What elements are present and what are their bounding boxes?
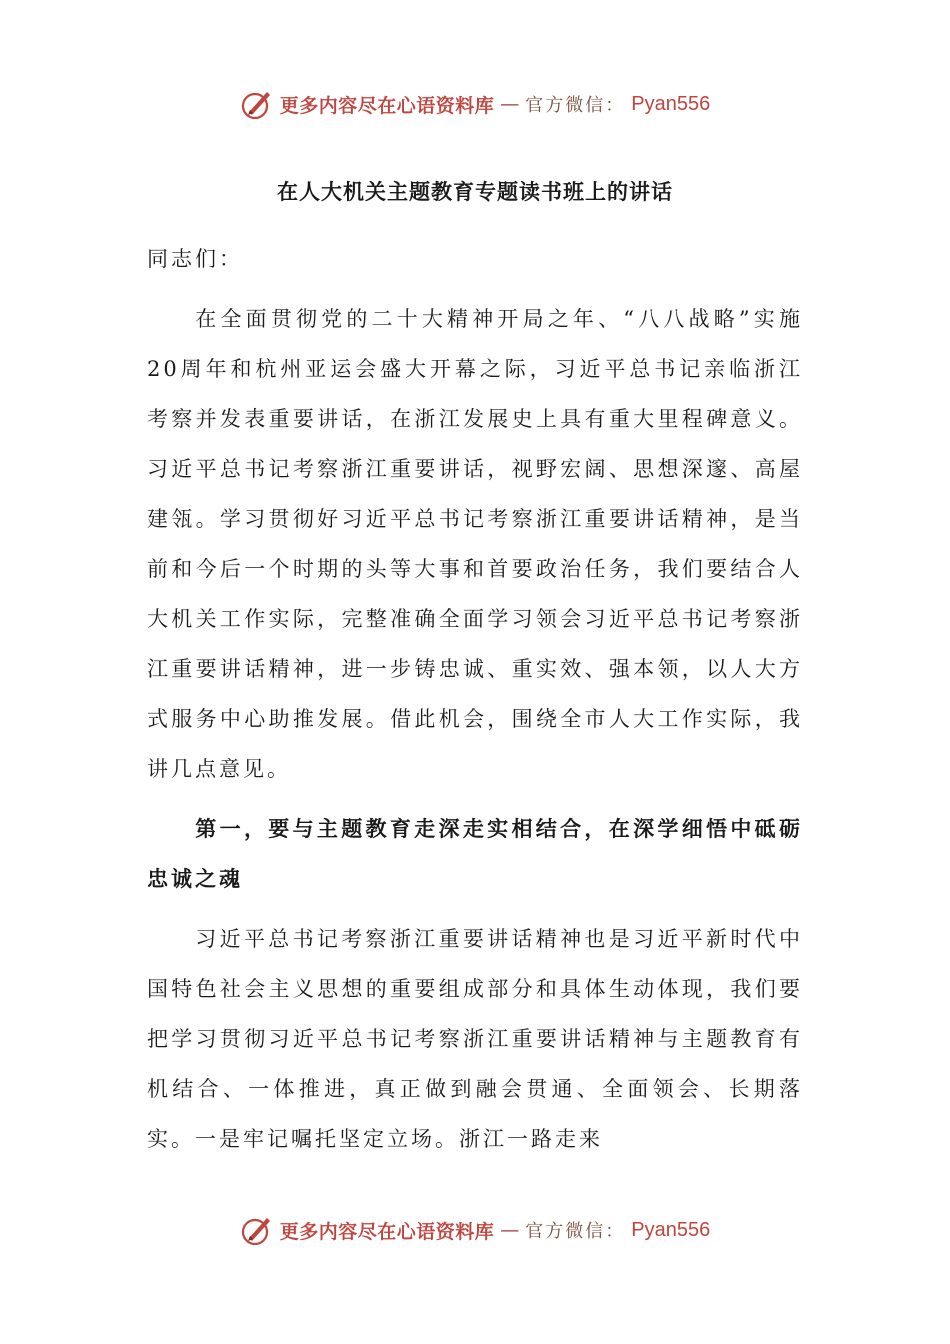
document-title: 在人大机关主题教育专题读书班上的讲话: [277, 179, 673, 204]
quill-logo-icon: [240, 1213, 274, 1247]
banner-wechat-label: 官方微信：: [525, 95, 626, 116]
banner-separator: —: [500, 1219, 520, 1241]
banner-text: 更多内容尽在心语资料库: [279, 1220, 495, 1243]
document-body: [147, 234, 803, 1164]
section-heading: 第一，要与主题教育走深走实相结合，在深学细悟中砥砺忠诚之魂: [147, 816, 803, 891]
paragraph: 在全面贯彻党的二十大精神开局之年、“八八战略”实施20周年和杭州亚运会盛大开幕之际，习近平总书记亲临浙江考察并发表重要讲话，在浙江发展史上具有重大里程碑意义。习近平总书记考察浙江重要讲话，视野宏阔、思想深邃、高屋建瓴。学习贯彻好习近平总书记考察浙江重要讲话精神，是当前和今后一个时期的头等大事和首要政治任务，我们要结合人大机关工作实际，完整准确全面学习领会习近平总书记考察浙江重要讲话精神，进一步铸忠诚、重实效、强本领，以人大方式服务中心助推发展。借此机会，围绕全市人大工作实际，我讲几点意见。: [147, 307, 803, 781]
banner-wechat-id: Pyan556: [631, 1218, 711, 1241]
quill-logo-icon: [240, 87, 274, 121]
paragraph: 习近平总书记考察浙江重要讲话精神也是习近平新时代中国特色社会主义思想的重要组成部分和具体生动体现，我们要把学习贯彻习近平总书记考察浙江重要讲话精神与主题教育有机结合、一体推进，真正做到融会贯通、全面领会、长期落实。一是牢记嘱托坚定立场。浙江一路走来: [147, 927, 803, 1151]
footer-watermark-banner: [0, 1210, 950, 1250]
banner-separator: —: [500, 93, 520, 115]
banner-text: 更多内容尽在心语资料库: [279, 94, 495, 117]
header-watermark-banner: [0, 84, 950, 124]
banner-wechat-label: 官方微信：: [525, 1221, 626, 1242]
salutation: 同志们：: [147, 247, 243, 271]
banner-wechat-id: Pyan556: [631, 92, 711, 115]
